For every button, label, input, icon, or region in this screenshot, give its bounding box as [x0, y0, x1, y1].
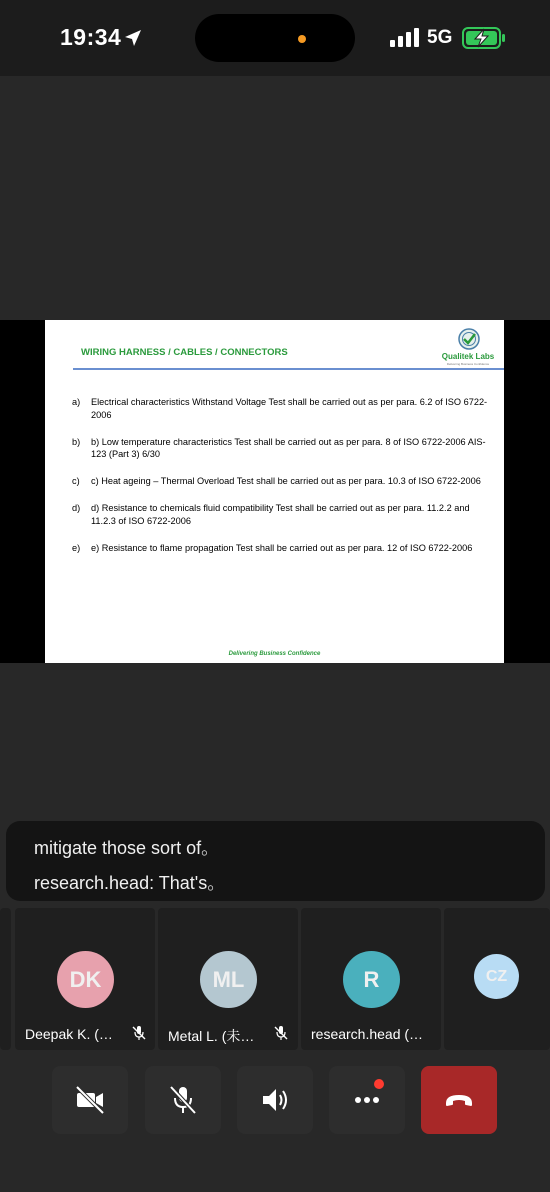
caption-line: mitigate those sort of。 — [34, 838, 220, 858]
slide-list-item — [72, 475, 492, 488]
speaker-icon — [259, 1084, 291, 1116]
slide-item-text: b) Low temperature characteristics Test shall be carried out as per para. 8 of ISO 6722-2006 AIS-123 (Part 3) 6/30 — [91, 436, 486, 459]
participant-tile[interactable] — [15, 908, 155, 1050]
signal-strength-icon — [390, 28, 420, 48]
participant-name: Deepak K. (… — [25, 1026, 113, 1042]
notification-dot — [374, 1079, 384, 1089]
participant-name: Metal L. (未… — [168, 1028, 255, 1044]
slide-item-text: d) Resistance to chemicals fluid compatibility Test shall be carried out as per para. 11.2.2 and 11.2.3 of ISO 6722-2006 — [91, 503, 470, 526]
location-arrow-icon — [123, 28, 143, 48]
mic-muted-icon — [132, 1025, 146, 1041]
battery-charging-icon — [462, 26, 506, 50]
video-off-icon — [74, 1084, 106, 1116]
slide-item-label: e) — [72, 542, 81, 553]
logo-text: Qualitek Labs — [441, 352, 495, 361]
slide-list-item — [72, 436, 492, 461]
avatar: ML — [200, 951, 257, 1008]
call-controls — [0, 1050, 550, 1192]
avatar: DK — [57, 951, 114, 1008]
participant-tile[interactable] — [158, 908, 298, 1050]
slide-title: WIRING HARNESS / CABLES / CONNECTORS — [81, 347, 288, 358]
checkmark-badge-icon — [458, 328, 480, 350]
avatar: R — [343, 951, 400, 1008]
camera-toggle-button[interactable] — [52, 1066, 128, 1134]
shared-slide[interactable] — [45, 320, 504, 663]
logo-subtext: Delivering Business Confidence — [446, 362, 490, 366]
more-options-button[interactable] — [329, 1066, 405, 1134]
participant-tile[interactable] — [444, 908, 550, 1050]
avatar: CZ — [474, 954, 519, 999]
microphone-toggle-button[interactable] — [145, 1066, 221, 1134]
dynamic-island — [195, 14, 355, 62]
participant-tile[interactable] — [301, 908, 441, 1050]
slide-item-label: b) — [72, 436, 81, 447]
slide-list-item — [72, 502, 492, 527]
stage-background-top — [0, 76, 550, 320]
end-call-button[interactable] — [421, 1066, 497, 1134]
slide-item-label: a) — [72, 397, 81, 407]
slide-list-item — [72, 396, 492, 421]
slide-item-text: Electrical characteristics Withstand Voltage Test shall be carried out as per para. 6.2 of ISO 6722-2006 — [91, 397, 488, 420]
live-caption-bubble[interactable] — [6, 821, 545, 901]
status-bar — [0, 0, 550, 76]
caption-line: research.head: That's。 — [34, 873, 226, 893]
company-logo — [437, 326, 499, 368]
mic-muted-icon — [274, 1025, 288, 1041]
speaker-button[interactable] — [237, 1066, 313, 1134]
slide-list — [72, 396, 492, 569]
privacy-indicator-dot — [298, 35, 306, 43]
slide-item-label: d) — [72, 503, 81, 513]
mic-off-icon — [167, 1084, 199, 1116]
participant-strip[interactable] — [0, 908, 550, 1050]
network-type: 5G — [427, 27, 453, 48]
slide-divider — [73, 368, 504, 370]
slide-footer: Delivering Business Confidence — [228, 651, 321, 657]
participant-tile-partial[interactable] — [0, 908, 11, 1050]
end-call-icon — [443, 1084, 475, 1116]
slide-item-text: e) Resistance to flame propagation Test shall be carried out as per para. 12 of ISO 6722-2006 — [91, 542, 473, 553]
slide-item-text: c) Heat ageing – Thermal Overload Test shall be carried out as per para. 10.3 of ISO 6722-2006 — [91, 476, 481, 486]
slide-list-item — [72, 542, 492, 555]
status-time: 19:34 — [60, 24, 122, 50]
slide-item-label: c) — [72, 476, 80, 486]
participant-name: research.head (… — [311, 1026, 424, 1042]
